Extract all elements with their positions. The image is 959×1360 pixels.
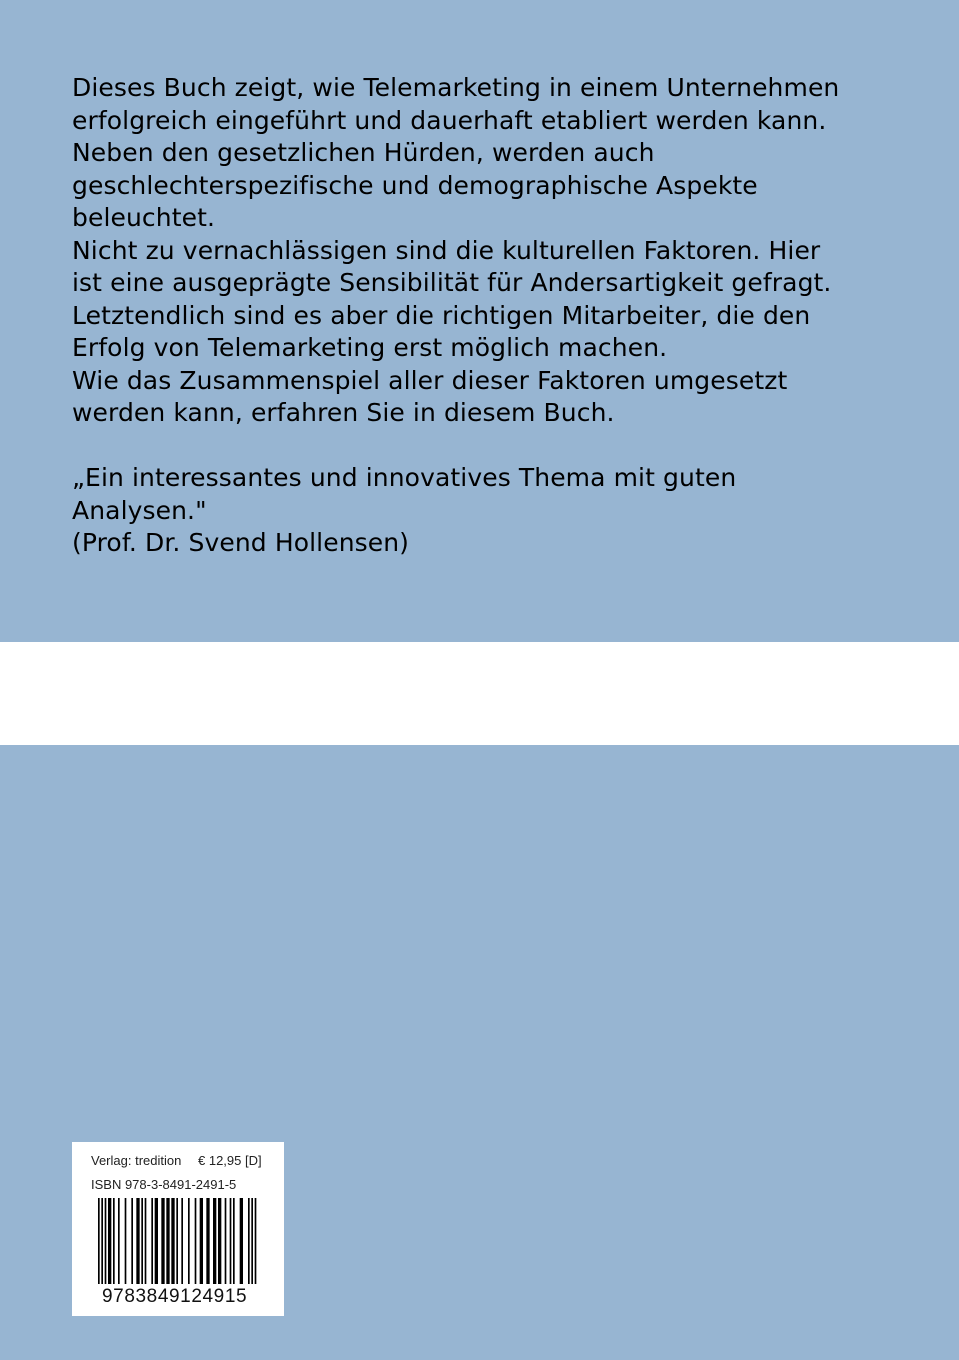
barcode-bar [206, 1198, 209, 1284]
blurb-line: Letztendlich sind es aber die richtigen Mitarbeiter, die den [72, 300, 811, 330]
barcode-bar [213, 1198, 216, 1284]
ean-number: 9783849124915 [102, 1286, 248, 1307]
barcode-bar [141, 1198, 143, 1284]
barcode-bar [251, 1198, 253, 1284]
blurb-line: Wie das Zusammenspiel aller dieser Faktoren umgesetzt [72, 365, 788, 395]
blurb-line: erfolgreich eingeführt und dauerhaft etabliert werden kann. [72, 105, 827, 135]
barcode-bar [136, 1198, 139, 1284]
barcode-bar [188, 1198, 190, 1284]
barcode-bar [181, 1198, 183, 1284]
barcode-bar [155, 1198, 158, 1284]
barcode-bar [218, 1198, 221, 1284]
paragraph-spacer [72, 430, 932, 463]
barcode-bars [98, 1198, 258, 1284]
blurb [72, 72, 932, 430]
barcode-bar [233, 1198, 235, 1284]
barcode-bar [200, 1198, 203, 1284]
barcode-bar [171, 1198, 174, 1284]
quote-line: Analysen." [72, 495, 207, 525]
barcode-bar [113, 1198, 115, 1284]
barcode-bar [131, 1198, 133, 1284]
white-band [0, 642, 959, 745]
isbn-label: ISBN 978-3-8491-2491-5 [91, 1177, 237, 1192]
barcode-box [72, 1142, 284, 1316]
blurb-line: Erfolg von Telemarketing erst möglich machen. [72, 333, 668, 362]
price-label: € 12,95 [D] [198, 1153, 262, 1168]
barcode-bar [166, 1198, 169, 1284]
barcode-bar [118, 1198, 120, 1284]
barcode-bar [145, 1198, 147, 1284]
back-cover-text [72, 72, 932, 560]
blurb-line: Dieses Buch zeigt, wie Telemarketing in einem Unternehmen [72, 73, 840, 102]
blurb-line: werden kann, erfahren Sie in diesem Buch. [72, 398, 615, 427]
barcode-bar [108, 1198, 111, 1284]
barcode-bar [105, 1198, 107, 1284]
publisher-label: Verlag: tredition [91, 1153, 182, 1168]
barcode-bar [98, 1198, 100, 1284]
blurb-line: geschlechterspezifische und demographische Aspekte [72, 170, 758, 200]
blurb-line: ist eine ausgeprägte Sensibilität für Andersartigkeit gefragt. [72, 268, 832, 297]
quote-attribution: (Prof. Dr. Svend Hollensen) [72, 528, 410, 557]
barcode-bar [225, 1198, 227, 1284]
barcode-bar [176, 1198, 178, 1284]
barcode-bar [255, 1198, 257, 1284]
barcode-bar [161, 1198, 164, 1284]
barcode-bar [195, 1198, 197, 1284]
barcode-bar [248, 1198, 250, 1284]
blurb-line: Neben den gesetzlichen Hürden, werden auch [72, 138, 655, 167]
barcode-bar [125, 1198, 127, 1284]
barcode-bar [151, 1198, 153, 1284]
barcode-bar [240, 1198, 243, 1284]
quote-line: „Ein interessantes und innovatives Thema mit guten [72, 463, 737, 492]
barcode-bar [101, 1198, 103, 1284]
quote [72, 462, 932, 560]
barcode-bar [230, 1198, 232, 1284]
blurb-line: beleuchtet. [72, 203, 216, 232]
blurb-line: Nicht zu vernachlässigen sind die kulturellen Faktoren. Hier [72, 235, 821, 265]
